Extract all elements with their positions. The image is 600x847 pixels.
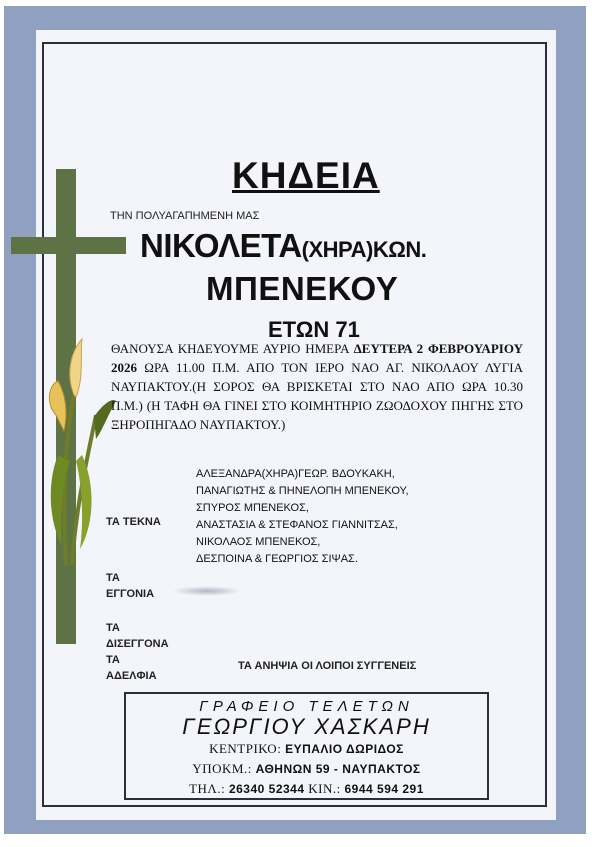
notice-paper <box>36 30 556 820</box>
other-mourners: ΤΑ ΑΝΗΨΙΑ ΟΙ ΛΟΙΠΟΙ ΣΥΓΓΕΝΕΙΣ <box>238 660 417 672</box>
great-grandchildren-label-line2: ΔΙΣΕΓΓΟΝΑ <box>106 638 169 650</box>
office-phones <box>126 779 487 799</box>
notice-title: ΚΗΔΕΙΑ <box>232 155 380 196</box>
announcement-date: ΔΕΥΤΕΡΑ 2 ΦΕΒΡΟΥΑΡΙΟΥ 2026 <box>111 341 523 375</box>
siblings-label-line2: ΑΔΕΛΦΙΑ <box>106 670 157 682</box>
children-label: ΤΑ ΤΕΚΝΑ <box>106 516 161 528</box>
child-entry: ΑΛΕΞΑΝΔΡΑ(ΧΗΡΑ)ΓΕΩΡ. ΒΔΟΥΚΑΚΗ, <box>196 468 395 480</box>
main-address-value: ΕΥΠΑΛΙΟ ΔΩΡΙΔΟΣ <box>285 742 404 756</box>
grandchildren-label-line1: ΤΑ <box>106 572 120 584</box>
branch-address-value: ΑΘΗΝΩΝ 59 - ΝΑΥΠΑΚΤΟΣ <box>255 762 421 776</box>
child-entry: ΣΠΥΡΟΣ ΜΠΕΝΕΚΟΣ, <box>196 502 309 514</box>
funeral-announcement <box>111 339 523 434</box>
announcement-intro: ΘΑΝΟΥΣΑ ΚΗΔΕΥΟΥΜΕ ΑΥΡΙΟ ΗΜΕΡΑ <box>111 341 354 356</box>
child-entry: ΑΝΑΣΤΑΣΙΑ & ΣΤΕΦΑΝΟΣ ΓΙΑΝΝΙΤΣΑΣ, <box>196 519 398 531</box>
deceased-patronymic: ΚΩΝ. <box>372 237 427 262</box>
branch-address-prefix: ΥΠΟΚΜ.: <box>192 761 252 776</box>
cross-horizontal-beam <box>11 237 126 254</box>
deceased-status: (ΧΗΡΑ) <box>301 237 373 262</box>
child-entry: ΔΕΣΠΟΙΝΑ & ΓΕΩΡΓΙΟΣ ΣΙΨΑΣ. <box>196 553 358 565</box>
siblings-label-line1: ΤΑ <box>106 654 120 666</box>
calla-lily-icon <box>36 335 116 565</box>
funeral-office-box <box>124 692 489 800</box>
deceased-name <box>140 227 426 265</box>
phone-prefix: ΤΗΛ.: <box>189 781 226 796</box>
great-grandchildren-label-line1: ΤΑ <box>106 622 120 634</box>
deceased-age: ΕΤΩΝ 71 <box>268 317 360 342</box>
child-entry: ΝΙΚΟΛΑΟΣ ΜΠΕΝΕΚΟΣ, <box>196 536 321 548</box>
mobile-value: 6944 594 291 <box>344 782 424 796</box>
office-label: ΓΡΑΦΕΙΟ ΤΕΛΕΤΩΝ <box>199 698 414 715</box>
main-address-prefix: ΚΕΝΤΡΙΚΟ: <box>209 741 282 756</box>
phone-value: 26340 52344 <box>228 782 305 796</box>
deceased-surname: ΜΠΕΝΕΚΟΥ <box>206 270 399 307</box>
office-branch-address <box>126 759 487 779</box>
children-list <box>196 466 409 568</box>
office-name: ΓΕΩΡΓΙΟΥ ΧΑΣΚΑΡΗ <box>182 714 431 739</box>
notice-subtitle: ΤΗΝ ΠΟΛΥΑΓΑΠΗΜΕΝΗ ΜΑΣ <box>110 210 260 222</box>
office-main-address <box>126 739 487 759</box>
deceased-first-name: ΝΙΚΟΛΕΤΑ <box>140 227 302 264</box>
redacted-smudge <box>172 586 242 596</box>
child-entry: ΠΑΝΑΓΙΩΤΗΣ & ΠΗΝΕΛΟΠΗ ΜΠΕΝΕΚΟΥ, <box>196 485 409 497</box>
announcement-details: ΩΡΑ 11.00 Π.Μ. ΑΠΟ ΤΟΝ ΙΕΡΟ ΝΑΟ ΑΓ. ΝΙΚΟΛΑΟΥ ΛΥΓΙΑ ΝΑΥΠΑΚΤΟΥ.(Η ΣΟΡΟΣ ΘΑ ΒΡΙΣΚΕΤΑΙ ΣΤΟ ΝΑΟ ΑΠΟ ΩΡΑ 10.30 Π.Μ.) (Η ΤΑΦΗ ΘΑ ΓΙΝΕΙ ΣΤΟ ΚΟΙΜΗΤΗΡΙΟ ΖΩΟΔΟΧΟΥ ΠΗΓΗΣ ΣΤΟ ΞΗΡΟΠΗΓΑΔΟ ΝΑΥΠΑΚΤΟΥ.) <box>111 360 523 432</box>
mobile-prefix: ΚΙΝ.: <box>308 781 341 796</box>
grandchildren-label-line2: ΕΓΓΟΝΙΑ <box>106 588 155 600</box>
